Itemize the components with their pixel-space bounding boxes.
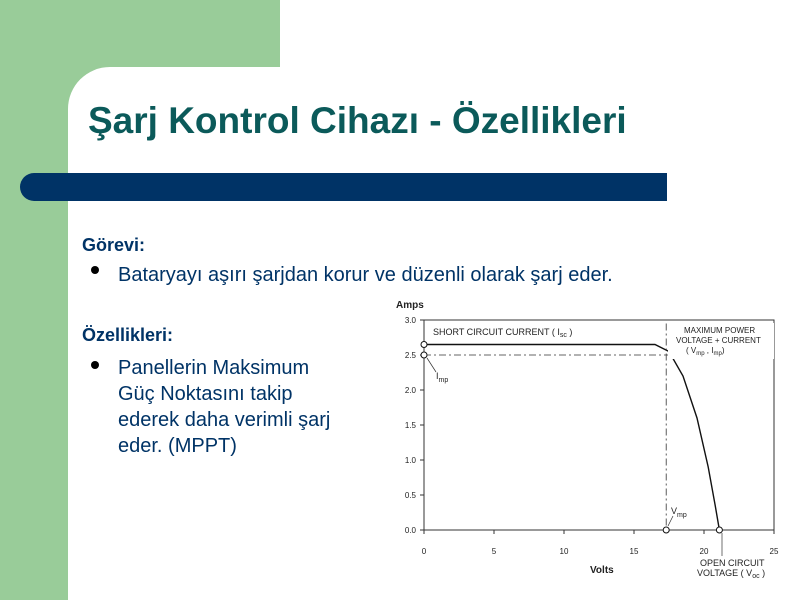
voc-point [716,527,722,533]
y-tick-label: 3.0 [404,316,416,325]
x-tick-label: 15 [629,547,639,556]
iv-curve-chart [360,292,800,600]
annotation-imp: $I_{mp}$ [436,371,449,384]
y-axis-ticks [405,316,424,535]
y-tick-label: 2.0 [404,386,416,395]
y-tick-label: 1.0 [404,456,416,465]
x-tick-label: 0 [421,547,427,556]
x-tick-label: 25 [769,547,779,556]
y-tick-label: 1.5 [404,421,416,430]
y-tick-label: 0.5 [404,491,416,500]
x-axis-label: Volts [590,565,614,576]
y-tick-label: 2.5 [404,351,416,360]
annotation-max-power-2: VOLTAGE + CURRENT [676,336,761,345]
bullet-dot-icon [91,361,99,369]
annotation-max-power-3: ( $V_{mp}$ , $I_{mp}$) [686,346,725,357]
x-axis-ticks [422,530,779,556]
imp-point [421,352,427,358]
bullet-text-gorevi: Bataryayı aşırı şarjdan korur ve düzenli olarak şarj eder. [118,264,613,286]
bullet-line: ederek daha verimli şarj [118,409,331,431]
imp-leader-line [427,358,436,372]
y-tick-label: 0.0 [404,526,416,535]
title-underline-bar [20,173,667,201]
section-heading-gorevi: Görevi: [82,235,146,255]
vmp-leader-line [668,516,673,526]
section-heading-ozellikleri: Özellikleri: [82,325,174,345]
x-tick-label: 20 [699,547,709,556]
annotation-short-circuit: SHORT CIRCUIT CURRENT ( $I_{sc}$ ) [433,327,573,339]
bullet-line: eder. (MPPT) [118,435,237,457]
isc-point [421,342,427,348]
y-axis-label: Amps [396,300,424,311]
slide-title: Şarj Kontrol Cihazı - Özellikleri [88,100,627,141]
bullet-line: Panellerin Maksimum [118,357,310,379]
annotation-vmp: $V_{mp}$ [671,506,687,519]
annotation-max-power-1: MAXIMUM POWER [684,326,756,335]
annotation-open-circuit-1: OPEN CIRCUIT [700,558,765,568]
annotation-open-circuit-2: VOLTAGE ( $V_{oc}$ ) [697,568,766,580]
bullet-text-ozellikleri [118,355,378,459]
vmp-point [663,527,669,533]
iv-curve-line [424,345,719,531]
x-tick-label: 10 [559,547,569,556]
bullet-dot-icon [91,266,99,274]
x-tick-label: 5 [491,547,497,556]
bullet-line: Güç Noktasını takip [118,383,293,405]
